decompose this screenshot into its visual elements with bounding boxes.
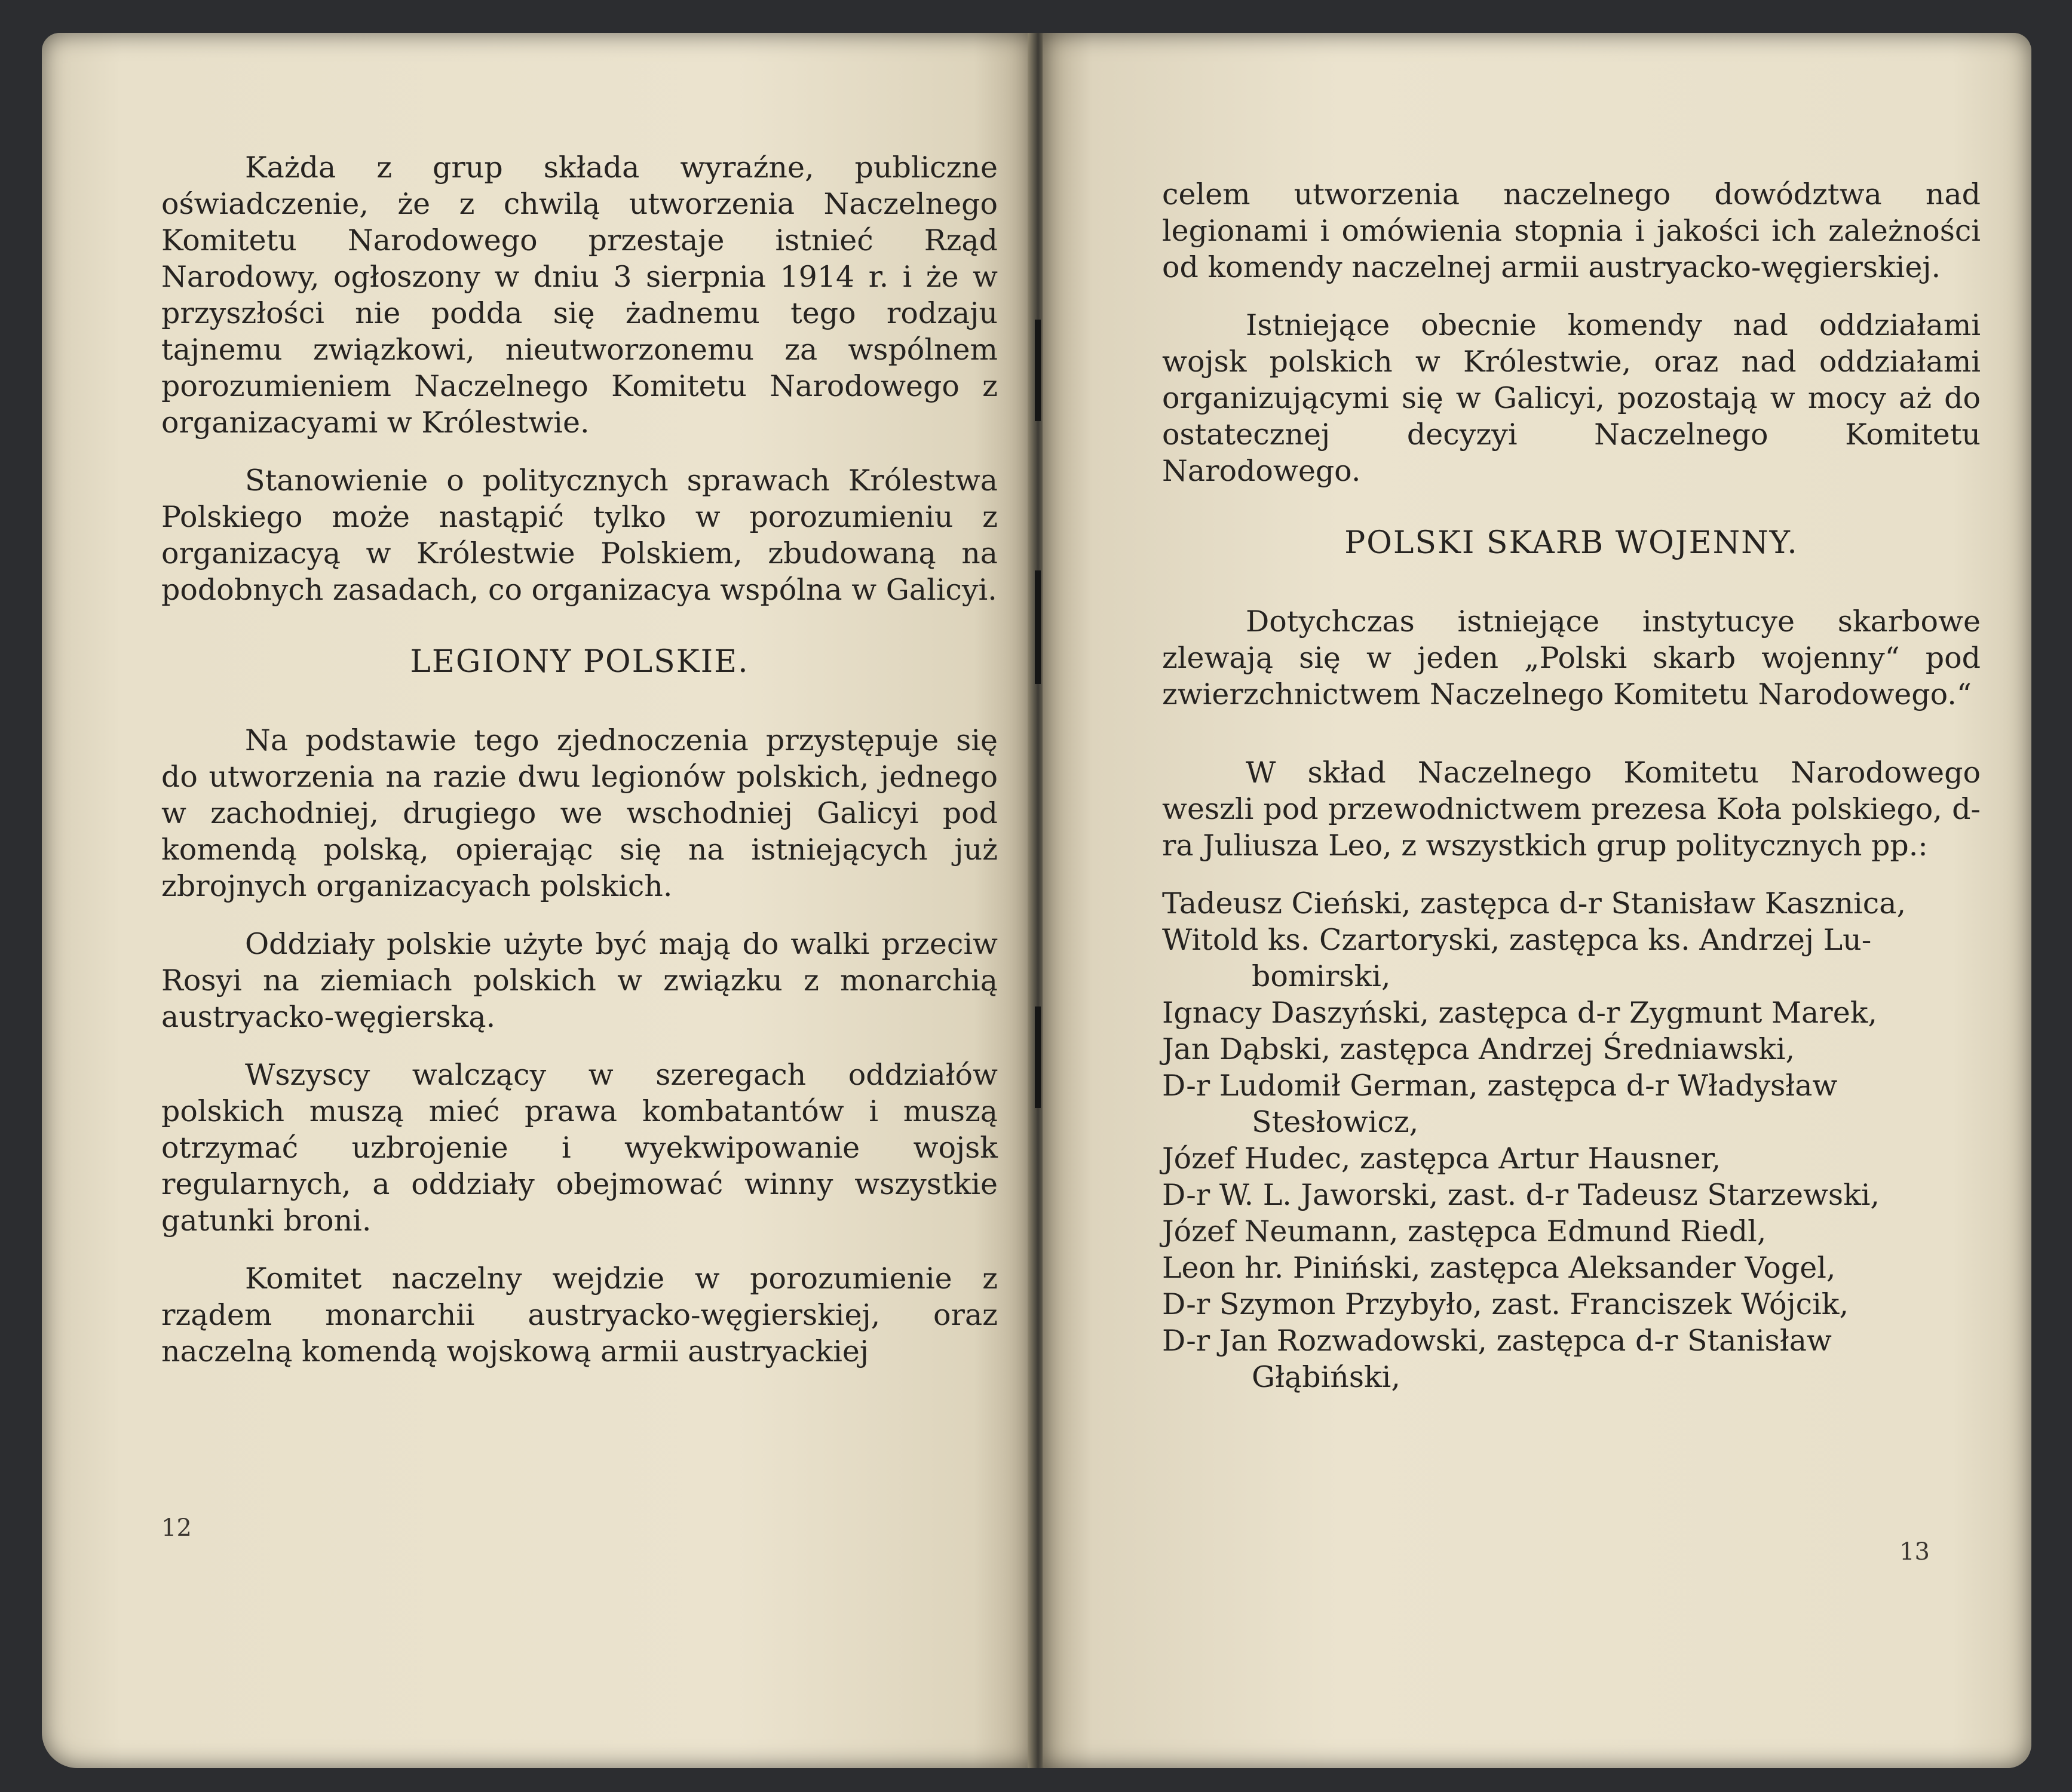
list-item: [1162, 995, 1981, 1031]
member-line-continuation: Głąbiński,: [1252, 1360, 1400, 1394]
binding-stitch: [1035, 1007, 1041, 1108]
member-line-continuation: Stesłowicz,: [1252, 1105, 1419, 1139]
paragraph: Wszyscy walczący w szeregach oddziałów polskich muszą mieć prawa kombatantów i muszą otrzymać uzbrojenie i wyekwipowanie wojsk regularnych, a oddziały obejmować winny wszystkie gatunki broni.: [161, 1058, 998, 1238]
page-number-right: 13: [1899, 1538, 1930, 1566]
list-item: [1162, 1031, 1981, 1067]
paragraph: Dotychczas istniejące instytucye skarbowe zlewają się w jeden „Polski skarb wojenny“ pod zwierzchnictwem Naczelnego Komitetu Narodowego.“: [1162, 605, 1981, 711]
member-line: Józef Neumann, zastępca Edmund Riedl,: [1162, 1214, 1767, 1248]
paragraph: Każda z grup składa wyraźne, publiczne oświadczenie, że z chwilą utworzenia Naczelnego Komitetu Narodowego przestaje istnieć Rząd Narodowy, ogłoszony w dniu 3 sierpnia 1914 r. i że w przyszłości nie podda się żadnemu tego rodzaju tajnemu związkowi, nieutworzonemu za wspólnem porozumieniem Naczelnego Komitetu Narodowego z organizacyami w Królestwie.: [161, 151, 998, 440]
member-line: Ignacy Daszyński, zastępca d-r Zygmunt Marek,: [1162, 996, 1877, 1030]
member-line: Leon hr. Piniński, zastępca Aleksander Vogel,: [1162, 1251, 1836, 1285]
paragraph: Na podstawie tego zjednoczenia przystępuje się do utworzenia na razie dwu legionów polskich, jednego w zachodniej, drugiego we wschodniej Galicyi pod komendą polską, opierając się na istniejących już zbrojnych organizacyach polskich.: [161, 723, 998, 903]
left-page-text: [161, 149, 998, 1391]
member-line-continuation: bomirski,: [1252, 959, 1391, 993]
right-page-text: [1162, 176, 1981, 1395]
list-item: [1162, 1286, 1981, 1322]
list-item: [1162, 1322, 1981, 1395]
paragraph: celem utworzenia naczelnego dowództwa nad legionami i omówienia stopnia i jakości ich zależności od komendy naczelnej armii austryacko-węgierskiej.: [1162, 177, 1981, 284]
list-item: [1162, 1213, 1981, 1250]
list-item: [1162, 1177, 1981, 1213]
section-heading-skarb: POLSKI SKARB WOJENNY.: [1344, 525, 1798, 561]
member-line: D-r Jan Rozwadowski, zastępca d-r Stanisław: [1162, 1324, 1832, 1358]
paragraph: Stanowienie o politycznych sprawach Królestwa Polskiego może nastąpić tylko w porozumieniu z organizacyą w Królestwie Polskiem, zbudowaną na podobnych zasadach, co organizacya wspólna w Galicyi.: [161, 464, 998, 607]
paragraph: Komitet naczelny wejdzie w porozumienie z rządem monarchii austryacko-węgierskiej, oraz naczelną komendą wojskową armii austryackiej: [161, 1262, 998, 1368]
list-item: [1162, 1250, 1981, 1286]
member-line: Józef Hudec, zastępca Artur Hausner,: [1162, 1142, 1721, 1176]
list-item: [1162, 1067, 1981, 1140]
right-page: [1043, 33, 2031, 1768]
page-number-left: 12: [161, 1514, 192, 1542]
open-book: [42, 33, 2031, 1768]
member-line: D-r W. L. Jaworski, zast. d-r Tadeusz Starzewski,: [1162, 1178, 1880, 1212]
paragraph: Istniejące obecnie komendy nad oddziałami wojsk polskich w Królestwie, oraz nad oddziałami organizującymi się w Galicyi, pozostają w mocy aż do ostatecznej decyzyi Naczelnego Komitetu Narodowego.: [1162, 308, 1981, 488]
member-line: Tadeusz Cieński, zastępca d-r Stanisław Kasznica,: [1162, 886, 1907, 920]
list-item: [1162, 1140, 1981, 1177]
list-item: [1162, 922, 1981, 995]
paragraph: Oddziały polskie użyte być mają do walki przeciw Rosyi na ziemiach polskich w związku z monarchią austryacko-węgierską.: [161, 927, 998, 1034]
member-line: Witold ks. Czartoryski, zastępca ks. Andrzej Lu-: [1162, 923, 1872, 957]
member-line: D-r Ludomił German, zastępca d-r Władysław: [1162, 1069, 1838, 1103]
paragraph: W skład Naczelnego Komitetu Narodowego weszli pod przewodnictwem prezesa Koła polskiego, d-ra Juliusza Leo, z wszystkich grup politycznych pp.:: [1162, 756, 1981, 863]
member-line: D-r Szymon Przybyło, zast. Franciszek Wójcik,: [1162, 1287, 1849, 1321]
member-list: [1162, 885, 1981, 1395]
binding-stitch: [1035, 570, 1041, 684]
member-line: Jan Dąbski, zastępca Andrzej Średniawski,: [1162, 1032, 1795, 1066]
binding-stitch: [1035, 320, 1041, 421]
section-heading-legiony: LEGIONY POLSKIE.: [410, 644, 749, 680]
left-page: [42, 33, 1034, 1768]
list-item: [1162, 885, 1981, 922]
